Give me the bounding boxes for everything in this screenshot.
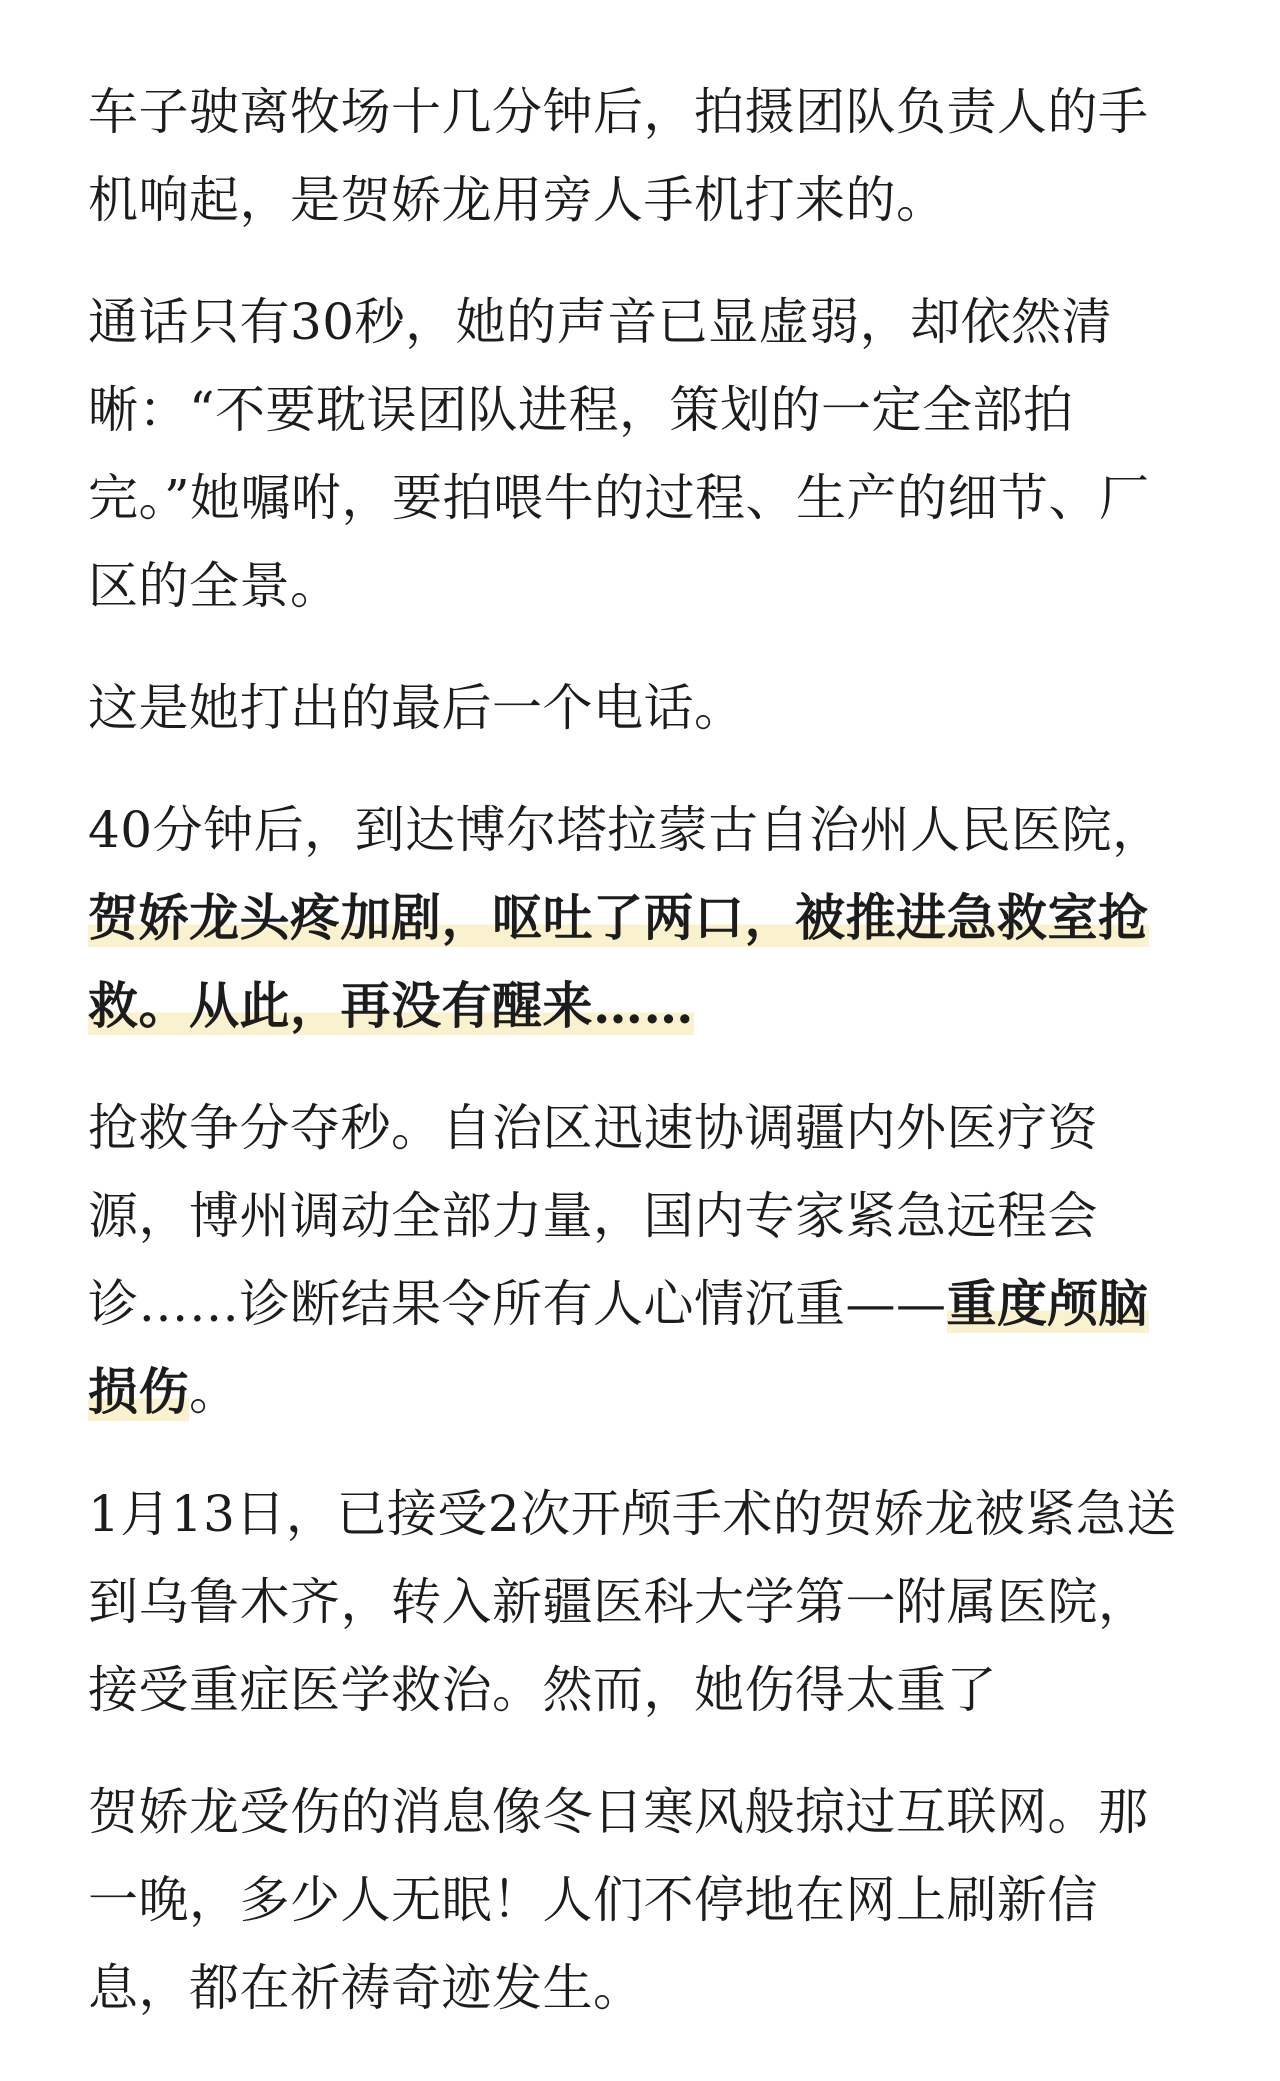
paragraph-7 (88, 1768, 1192, 2032)
paragraph-4 (88, 786, 1192, 1050)
highlighted-text: 贺娇龙头疼加剧，呕吐了两口，被推进急救室抢救。从此，再没有醒来…… (88, 888, 1149, 1035)
paragraph-text: 通话只有30秒，她的声音已显虚弱，却依然清晰：“不要耽误团队进程，策划的一定全部拍完。”她嘱咐，要拍喂牛的过程、生产的细节、厂区的全景。 (88, 293, 1150, 615)
paragraph-6 (88, 1470, 1192, 1734)
paragraph-text: 车子驶离牧场十几分钟后，拍摄团队负责人的手机响起，是贺娇龙用旁人手机打来的。 (88, 83, 1149, 229)
article-body (88, 68, 1192, 2066)
paragraph-1 (88, 68, 1192, 244)
paragraph-text: 。 (189, 1363, 240, 1421)
paragraph-2 (88, 278, 1192, 630)
paragraph-text: 这是她打出的最后一个电话。 (88, 679, 745, 737)
paragraph-text: 贺娇龙受伤的消息像冬日寒风般掠过互联网。那一晚，多少人无眠！人们不停地在网上刷新信息，都在祈祷奇迹发生。 (88, 1783, 1149, 2017)
highlighted-text: 重度颅脑损伤 (88, 1274, 1149, 1421)
paragraph-text: 1月13日，已接受2次开颅手术的贺娇龙被紧急送到乌鲁木齐，转入新疆医科大学第一附属医院，接受重症医学救治。然而，她伤得太重了 (88, 1485, 1177, 1719)
paragraph-5 (88, 1084, 1192, 1436)
paragraph-text: 抢救争分夺秒。自治区迅速协调疆内外医疗资源，博州调动全部力量，国内专家紧急远程会诊……诊断结果令所有人心情沉重—— (88, 1099, 1098, 1333)
paragraph-3 (88, 664, 1192, 752)
paragraph-text: 40分钟后，到达博尔塔拉蒙古自治州人民医院， (88, 801, 1163, 859)
